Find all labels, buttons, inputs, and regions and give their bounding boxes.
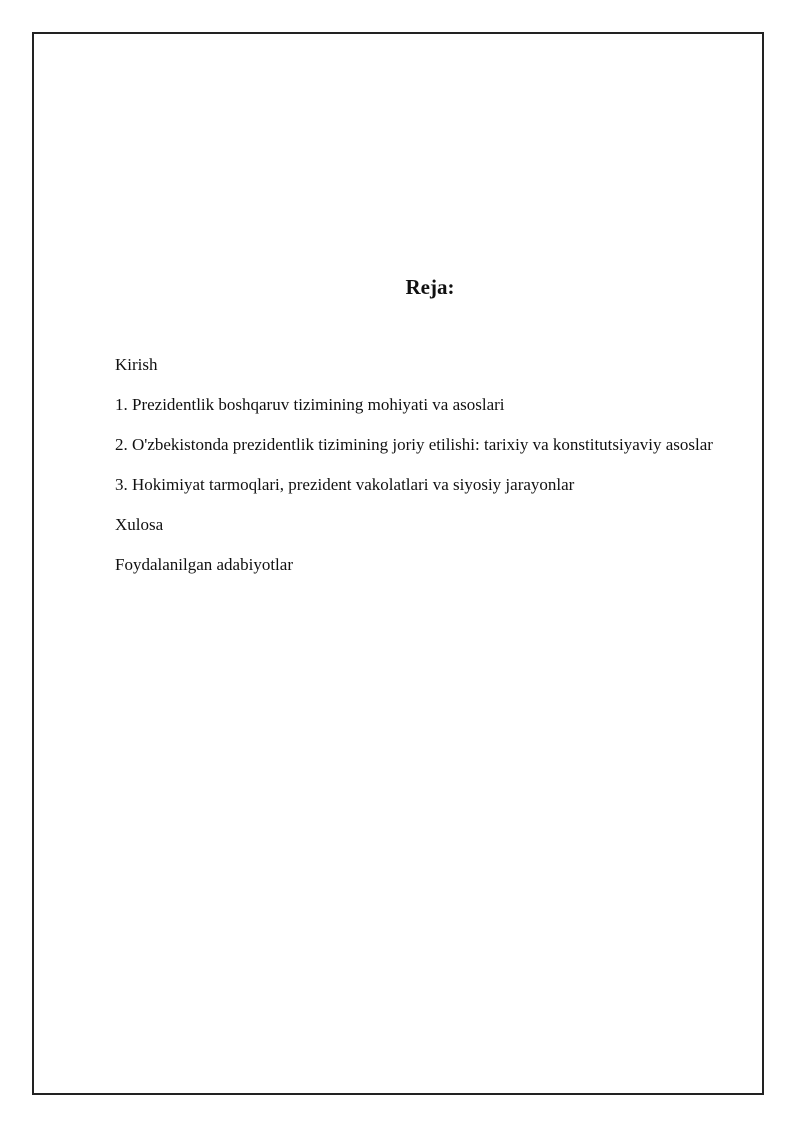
plan-list — [115, 349, 727, 589]
plan-item-chapter-1: 1. Prezidentlik boshqaruv tizimining mohiyati va asoslari — [115, 395, 505, 414]
plan-item-introduction: Kirish — [115, 355, 158, 374]
plan-item-chapter-2: 2. O'zbekistonda prezidentlik tizimining joriy etilishi: tarixiy va konstitutsiyaviy asoslar — [115, 435, 713, 454]
plan-item-references: Foydalanilgan adabiyotlar — [115, 555, 293, 574]
plan-item-chapter-3: 3. Hokimiyat tarmoqlari, prezident vakolatlari va siyosiy jarayonlar — [115, 475, 575, 494]
plan-item-conclusion: Xulosa — [115, 515, 164, 534]
page-title: Reja: — [405, 275, 455, 299]
